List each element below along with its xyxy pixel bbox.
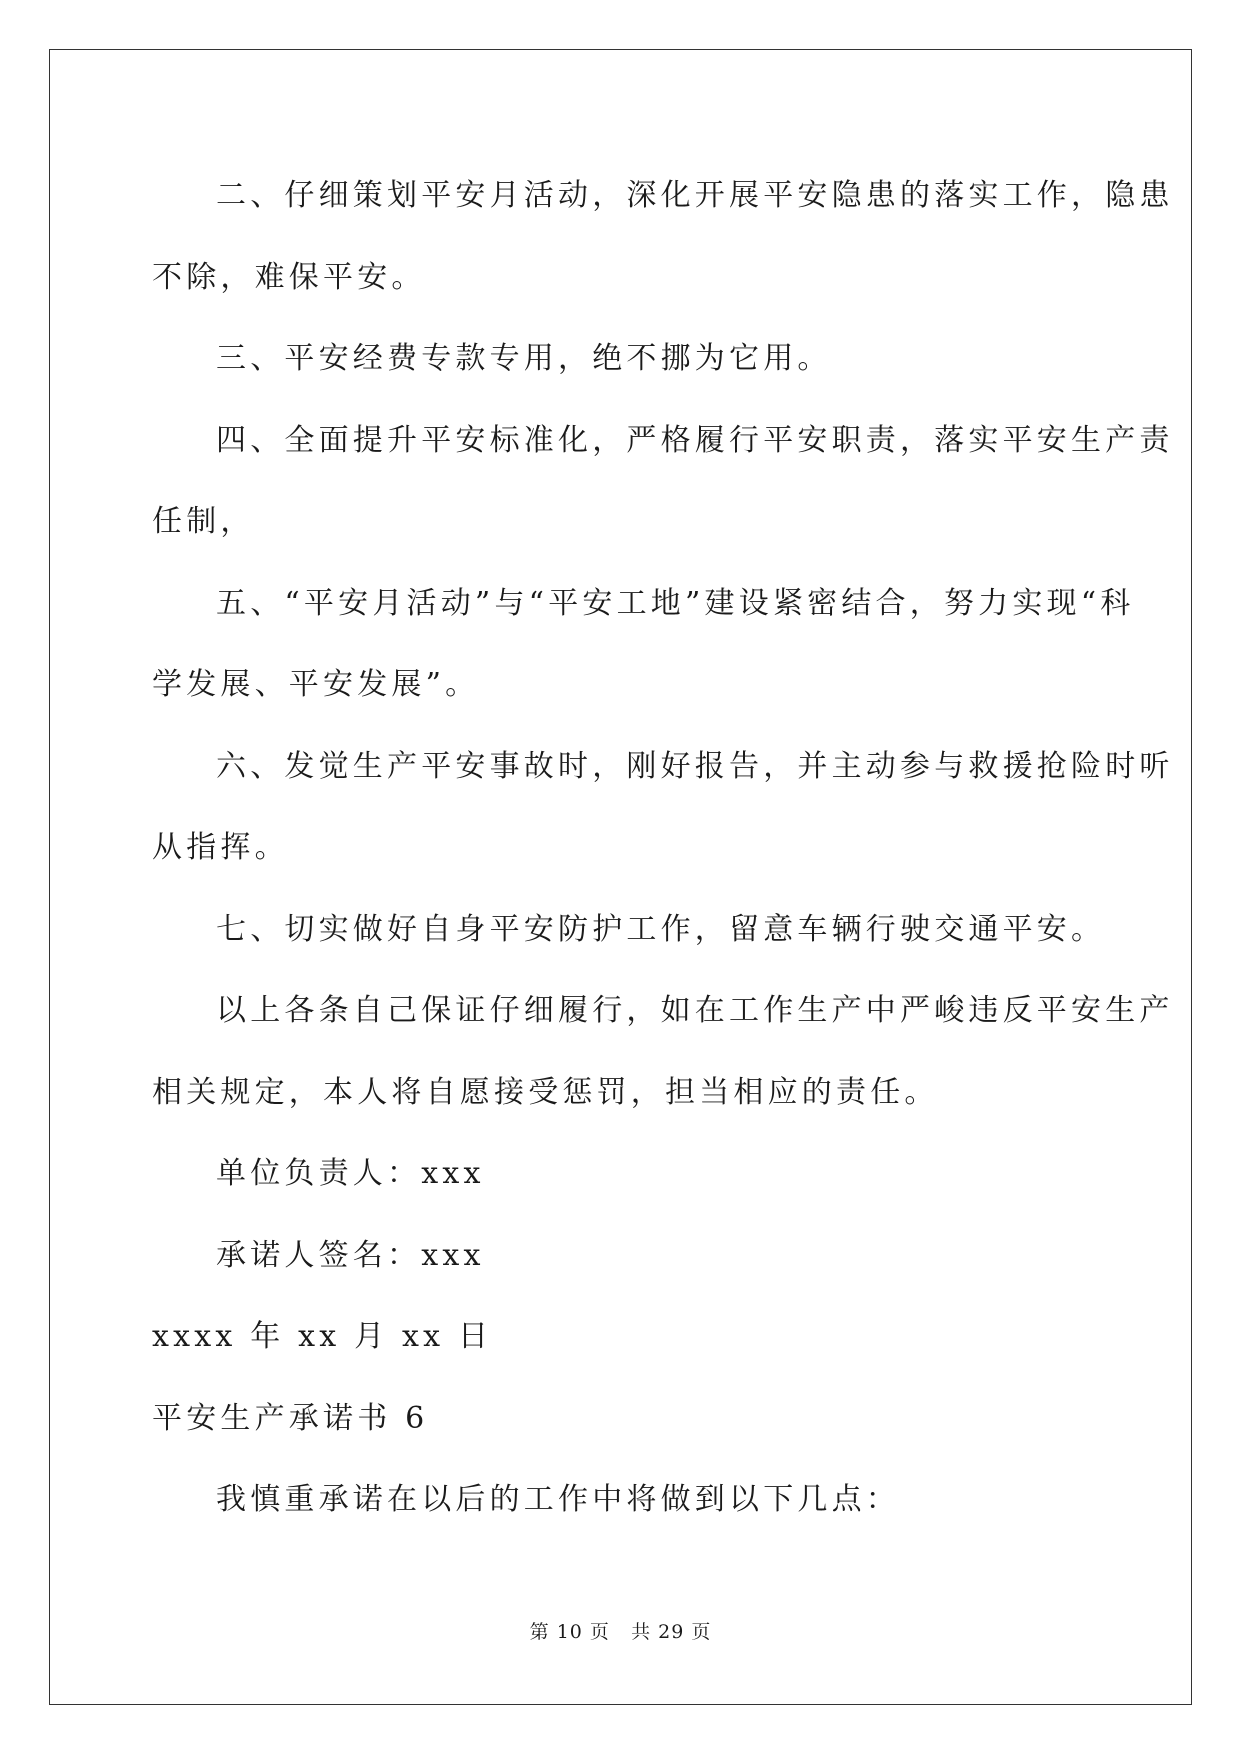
document-body	[152, 155, 1174, 1541]
paragraph-line: 相关规定，本人将自愿接受惩罚，担当相应的责任。	[152, 1074, 939, 1110]
paragraph-line: 学发展、平安发展”。	[152, 667, 480, 702]
section-heading: 平安生产承诺书 6	[152, 1400, 429, 1436]
paragraph-line: 三、平安经费专款专用，绝不挪为它用。	[216, 341, 832, 376]
page-footer	[0, 1620, 1241, 1644]
paragraph-line: 六、发觉生产平安事故时，刚好报告，并主动参与救援抢险时听	[216, 748, 1174, 784]
responsible-person-line: 单位负责人：xxx	[216, 1156, 485, 1191]
paragraph-line: 四、全面提升平安标准化，严格履行平安职责，落实平安生产责	[216, 422, 1174, 458]
paragraph-line: 五、“平安月活动”与“平安工地”建设紧密结合，努力实现“科	[216, 585, 1135, 621]
paragraph-line: 七、切实做好自身平安防护工作，留意车辆行驶交通平安。	[216, 911, 1106, 947]
paragraph-line: 二、仔细策划平安月活动，深化开展平安隐患的落实工作，隐患	[216, 178, 1174, 213]
paragraph-line: 从指挥。	[152, 830, 289, 865]
page-number: 第 10 页	[529, 1621, 610, 1643]
signature-line: 承诺人签名：xxx	[216, 1237, 485, 1273]
date-line: xxxx 年 xx 月 xx 日	[152, 1319, 493, 1354]
paragraph-line: 我慎重承诺在以后的工作中将做到以下几点：	[216, 1482, 900, 1517]
paragraph-line: 不除，难保平安。	[152, 259, 426, 295]
paragraph-line: 以上各条自己保证仔细履行，如在工作生产中严峻违反平安生产	[216, 993, 1174, 1028]
page-total: 共 29 页	[631, 1621, 712, 1643]
paragraph-line: 任制，	[152, 504, 255, 539]
